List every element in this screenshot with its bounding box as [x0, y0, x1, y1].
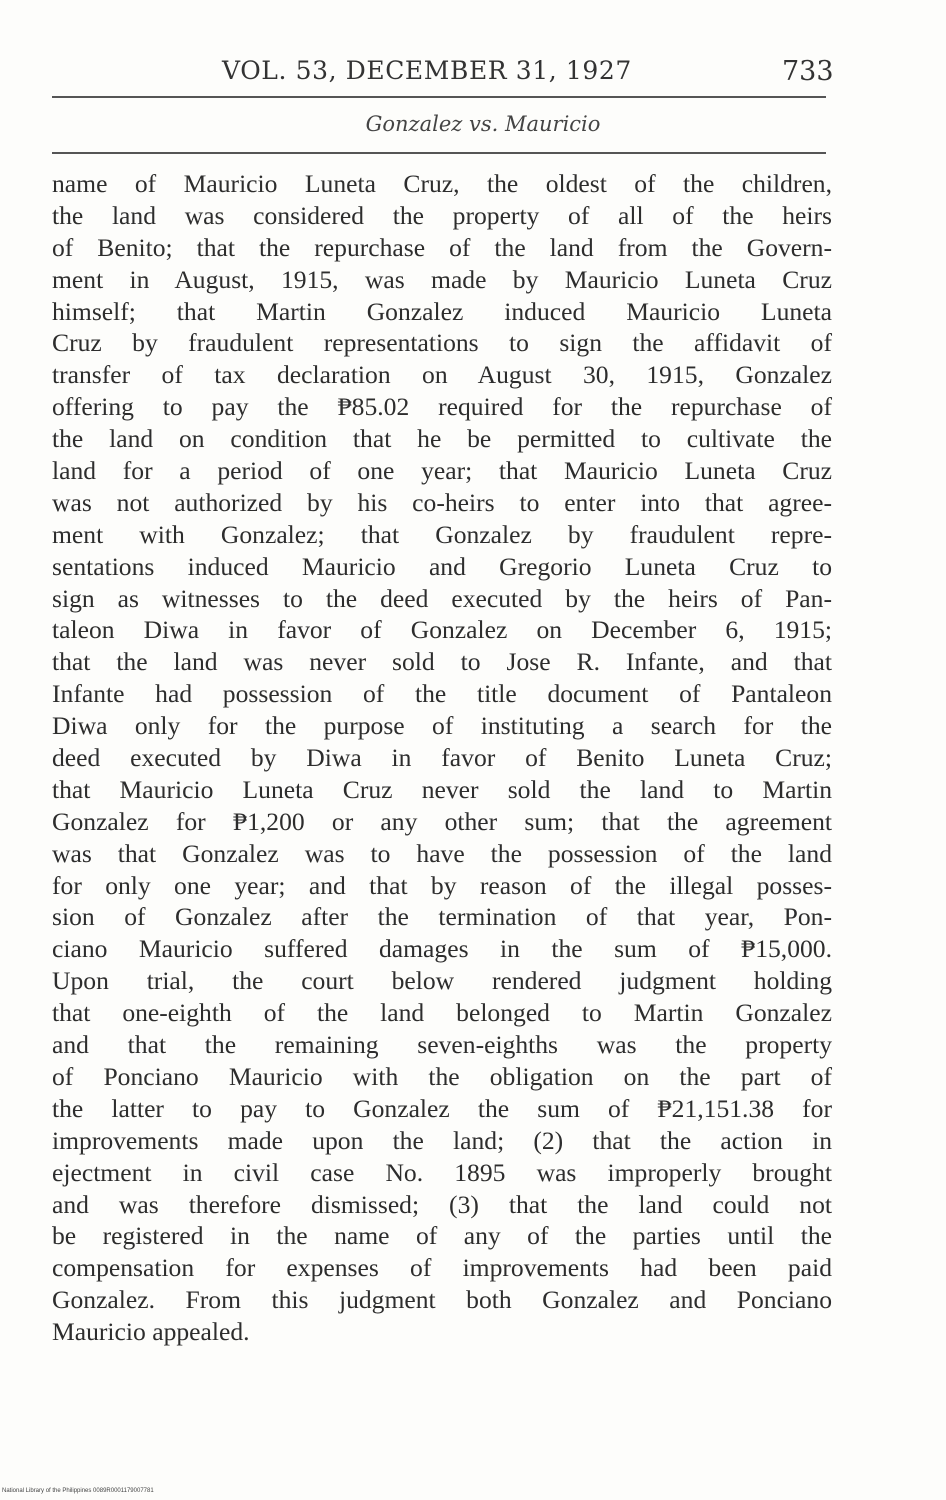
text-line: land for a period of one year; that Mauricio Luneta Cruz — [52, 456, 832, 486]
volume-date-line: VOL. 53, DECEMBER 31, 1927 — [222, 56, 632, 85]
text-line: the latter to pay to Gonzalez the sum of ₱21,151.38 for — [52, 1093, 832, 1123]
text-line: Mauricio appealed. — [52, 1317, 250, 1347]
text-line: himself; that Martin Gonzalez induced Mauricio Luneta — [52, 296, 832, 326]
page-number: 733 — [782, 56, 834, 87]
text-line: sentations induced Mauricio and Gregorio Luneta Cruz to — [52, 551, 832, 581]
text-line: Cruz by fraudulent representations to sign the affidavit of — [52, 328, 832, 358]
text-line: of Benito; that the repurchase of the land from the Govern- — [52, 232, 832, 262]
text-line: the land on condition that he be permitted to cultivate the — [52, 424, 832, 454]
header-rule-bottom — [52, 152, 826, 154]
text-line: the land was considered the property of all of the heirs — [52, 200, 832, 230]
text-line: that one-eighth of the land belonged to Martin Gonzalez — [52, 998, 832, 1028]
text-line: name of Mauricio Luneta Cruz, the oldest of the children, — [52, 169, 832, 198]
text-line: offering to pay the ₱85.02 required for the repurchase of — [52, 392, 832, 422]
text-line: Infante had possession of the title document of Pantaleon — [52, 679, 832, 709]
text-line: for only one year; and that by reason of the illegal posses- — [52, 870, 832, 900]
text-line: and was therefore dismissed; (3) that the land could not — [52, 1189, 832, 1219]
running-head — [0, 56, 946, 96]
text-line: was not authorized by his co-heirs to enter into that agree- — [52, 487, 832, 517]
text-line: transfer of tax declaration on August 30, 1915, Gonzalez — [52, 360, 832, 390]
text-line: sign as witnesses to the deed executed by the heirs of Pan- — [52, 583, 832, 613]
text-line: that Mauricio Luneta Cruz never sold the land to Martin — [52, 774, 832, 804]
text-line: ment with Gonzalez; that Gonzalez by fraudulent repre- — [52, 519, 832, 549]
text-line: was that Gonzalez was to have the possession of the land — [52, 838, 832, 868]
case-title: Gonzalez vs. Mauricio — [365, 112, 601, 136]
text-line: of Ponciano Mauricio with the obligation on the part of — [52, 1061, 832, 1091]
text-line: ment in August, 1915, was made by Mauricio Luneta Cruz — [52, 264, 832, 294]
text-line: be registered in the name of any of the parties until the — [52, 1221, 832, 1251]
text-line: Upon trial, the court below rendered judgment holding — [52, 966, 832, 996]
text-line: sion of Gonzalez after the termination of that year, Pon- — [52, 902, 832, 932]
text-line: ejectment in civil case No. 1895 was improperly brought — [52, 1157, 832, 1187]
text-line: and that the remaining seven-eighths was the property — [52, 1030, 832, 1060]
text-line: Gonzalez. From this judgment both Gonzalez and Ponciano — [52, 1285, 832, 1315]
text-line: taleon Diwa in favor of Gonzalez on December 6, 1915; — [52, 615, 832, 645]
text-line: deed executed by Diwa in favor of Benito Luneta Cruz; — [52, 743, 832, 773]
text-line: Gonzalez for ₱1,200 or any other sum; that the agreement — [52, 806, 832, 836]
text-line: ciano Mauricio suffered damages in the sum of ₱15,000. — [52, 934, 832, 964]
body-text — [52, 168, 832, 1348]
header-rule-top — [52, 96, 826, 98]
text-line: compensation for expenses of improvements had been paid — [52, 1253, 832, 1283]
text-line: Diwa only for the purpose of instituting a search for the — [52, 711, 832, 741]
text-line: improvements made upon the land; (2) that the action in — [52, 1125, 832, 1155]
scan-credit: National Library of the Philippines 0089R0001179007781 — [2, 1488, 154, 1494]
text-line: that the land was never sold to Jose R. Infante, and that — [52, 647, 832, 677]
